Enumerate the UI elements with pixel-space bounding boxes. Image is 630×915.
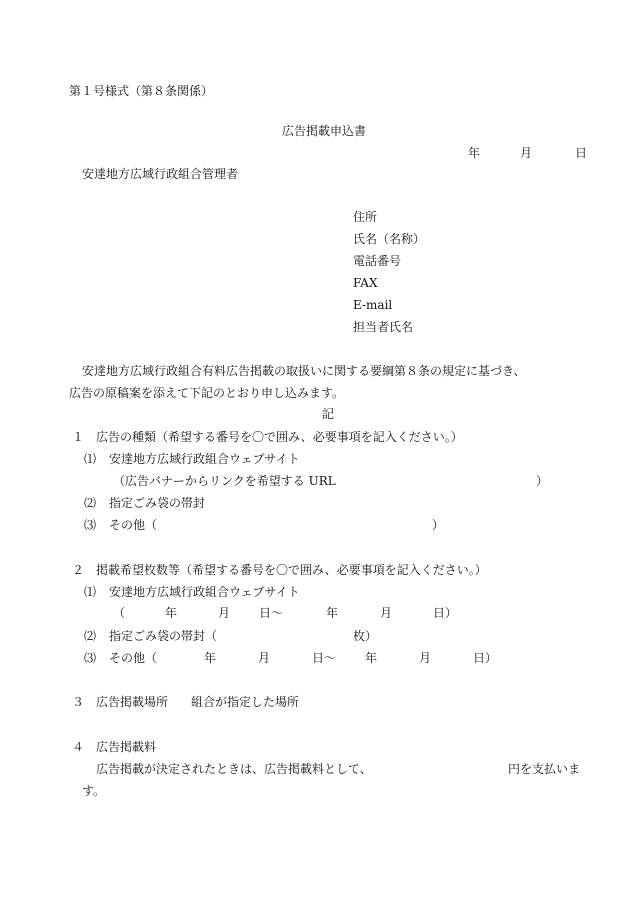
applicant-fax-label: FAX xyxy=(353,276,378,290)
intro-line-2: 広告の原稿案を添えて下記のとおり申し込みます。 xyxy=(69,386,345,400)
s2-item-3-open: その他（ xyxy=(109,651,158,665)
s2-item-3-month-1: 月 xyxy=(258,651,271,665)
section-3-number: ３ xyxy=(72,695,85,709)
s2-item-1-number: ⑴ xyxy=(84,585,97,599)
s2-item-3-day-2: 日） xyxy=(473,651,498,665)
s2-item-3-year-1: 年 xyxy=(204,651,217,665)
section-3-title: 広告掲載場所 xyxy=(96,695,169,709)
s2-period-year-1: 年 xyxy=(165,606,178,620)
applicant-address-label: 住所 xyxy=(353,210,378,224)
s2-item-2-close: 枚） xyxy=(353,629,378,643)
form-number-label: 第１号様式（第８条関係） xyxy=(69,84,214,98)
s2-item-3-month-2: 月 xyxy=(419,651,432,665)
fee-line-1-a: 広告掲載が決定されたときは、広告掲載料として、 xyxy=(96,762,372,776)
form-title: 広告掲載申込書 xyxy=(282,124,367,138)
date-year: 年 xyxy=(468,146,481,160)
section-2-number: ２ xyxy=(72,563,85,577)
section-3-value: 組合が指定した場所 xyxy=(191,695,300,709)
s2-item-3-number: ⑶ xyxy=(84,651,97,665)
s2-period-day-1: 日～ xyxy=(259,606,284,620)
s2-item-3-year-2: 年 xyxy=(365,651,378,665)
applicant-phone-label: 電話番号 xyxy=(353,254,402,268)
s2-period-month-1: 月 xyxy=(218,606,231,620)
date-day: 日 xyxy=(575,146,588,160)
section-4-title: 広告掲載料 xyxy=(96,740,157,754)
s1-url-open: （広告バナーからリンクを希望する URL xyxy=(113,474,336,488)
section-2-title: 掲載希望枚数等（希望する番号を〇で囲み、必要事項を記入ください。） xyxy=(96,563,487,577)
s2-item-3-day-1: 日～ xyxy=(312,651,337,665)
applicant-email-label: E-mail xyxy=(353,298,393,312)
fee-line-1-b: 円を支払いま xyxy=(508,762,581,776)
fee-line-2: す。 xyxy=(82,784,106,798)
intro-line-1: 安達地方広域行政組合有料広告掲載の取扱いに関する要綱第８条の規定に基づき、 xyxy=(82,364,526,378)
s2-item-2-open: 指定ごみ袋の帯封（ xyxy=(109,629,218,643)
section-4-number: ４ xyxy=(72,740,85,754)
s1-item-3-close: ） xyxy=(432,518,445,532)
s2-period-month-2: 月 xyxy=(380,606,393,620)
s2-item-2-number: ⑵ xyxy=(84,629,97,643)
s1-item-2-number: ⑵ xyxy=(84,496,97,510)
s2-period-open: （ xyxy=(113,606,126,620)
addressee: 安達地方広域行政組合管理者 xyxy=(82,167,239,181)
section-1-title: 広告の種類（希望する番号を〇で囲み、必要事項を記入ください。） xyxy=(96,430,463,444)
applicant-name-label: 氏名（名称） xyxy=(353,232,426,246)
s2-period-day-2: 日） xyxy=(433,606,458,620)
s1-url-close: ） xyxy=(536,474,549,488)
applicant-contact-label: 担当者氏名 xyxy=(353,320,414,334)
s2-item-1-text: 安達地方広域行政組合ウェブサイト xyxy=(109,585,300,599)
s1-item-1-text: 安達地方広域行政組合ウェブサイト xyxy=(109,452,300,466)
s1-item-3-number: ⑶ xyxy=(84,518,97,532)
date-month: 月 xyxy=(520,146,533,160)
s1-item-1-number: ⑴ xyxy=(84,452,97,466)
s1-item-3-open: その他（ xyxy=(109,518,158,532)
ki-heading: 記 xyxy=(322,407,335,421)
s2-period-year-2: 年 xyxy=(326,606,339,620)
s1-item-2-text: 指定ごみ袋の帯封 xyxy=(109,496,206,510)
section-1-number: １ xyxy=(72,430,85,444)
